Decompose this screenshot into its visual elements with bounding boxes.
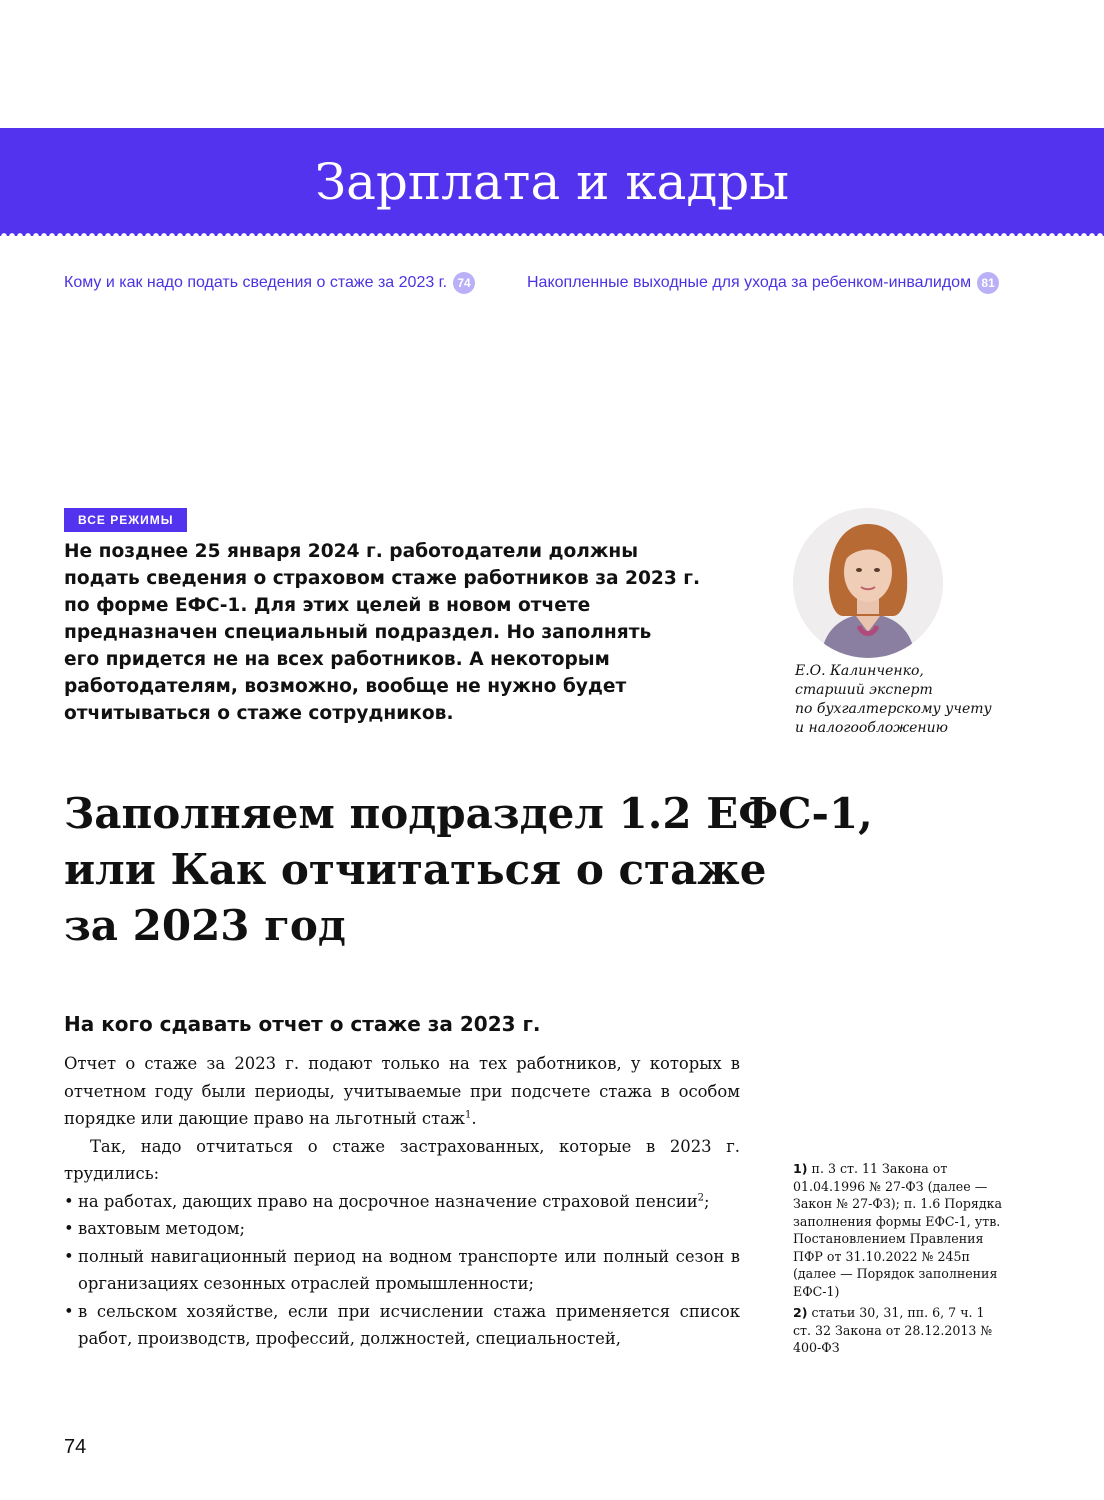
lead-line: предназначен специальный подраздел. Но заполнять (64, 622, 652, 643)
bullet-list (64, 1188, 740, 1353)
paragraph-end: . (471, 1109, 477, 1128)
article-body (64, 1050, 740, 1353)
headline-line: Заполняем подраздел 1.2 ЕФС-1, (64, 789, 873, 838)
page-number: 74 (64, 1436, 87, 1458)
body-paragraph: Так, надо отчитаться о стаже застрахованных, которые в 2023 г. трудились: (64, 1136, 740, 1183)
author-caption (795, 662, 1035, 738)
lead-line: его придется не на всех работников. А некоторым (64, 649, 610, 670)
author-photo (793, 508, 943, 658)
list-item: • полный навигационный период на водном транспорте или полный сезон в организациях сезонных отраслей промышленности; (64, 1243, 740, 1298)
lead-line: отчитываться о стаже сотрудников. (64, 703, 454, 724)
paragraph-text: Отчет о стаже за 2023 г. подают только на тех работников, у которых в отчетном году были периоды, учитываемые при подсчете стажа в особом порядке или дающие право на льготный стаж (64, 1054, 740, 1128)
headline-line: за 2023 год (64, 901, 346, 950)
headline-line: или Как отчитаться о стаже (64, 845, 767, 894)
section-title: Зарплата и кадры (314, 153, 790, 211)
lead-line: работодателям, возможно, вообще не нужно будет (64, 676, 627, 697)
author-name: Е.О. Калинченко, (795, 663, 924, 679)
section-banner (0, 128, 1104, 236)
author-role-line: и налогообложению (795, 720, 948, 736)
author-role-line: старший эксперт (795, 682, 933, 698)
lead-line: по форме ЕФС-1. Для этих целей в новом отчете (64, 595, 591, 616)
footnote-ref[interactable]: 1 (465, 1109, 472, 1121)
footnote-mark: 2) (793, 1305, 808, 1320)
lead-paragraph (64, 538, 754, 727)
list-item (64, 1188, 740, 1216)
toc-page-badge: 81 (977, 272, 999, 294)
body-paragraph (64, 1050, 740, 1133)
footnote-mark: 1) (793, 1161, 808, 1176)
section-subheading: На кого сдавать отчет о стаже за 2023 г. (64, 1012, 541, 1036)
footnote-1 (793, 1160, 1005, 1300)
footnote-2 (793, 1304, 1005, 1357)
footnote-text: п. 3 ст. 11 Закона от 01.04.1996 № 27-ФЗ (далее — Закон № 27-ФЗ); п. 1.6 Порядка заполнения формы ЕФС-1, утв. Постановлением Правления ПФР от 31.10.2022 № 245п (далее — Порядок заполнения ЕФС-1) (793, 1161, 1003, 1299)
footnote-text: статьи 30, 31, пп. 6, 7 ч. 1 ст. 32 Закона от 28.12.2013 № 400-ФЗ (793, 1305, 993, 1355)
footnote-ref[interactable]: 2 (697, 1192, 705, 1204)
lead-line: подать сведения о страховом стаже работников за 2023 г. (64, 568, 701, 589)
list-item-end: ; (704, 1191, 710, 1211)
article-headline (64, 786, 1024, 954)
list-item: • вахтовым методом; (64, 1215, 740, 1243)
list-item: • в сельском хозяйстве, если при исчислении стажа применяется список работ, производств, профессий, должностей, специальностей, (64, 1298, 740, 1353)
list-item-text: на работах, дающих право на досрочное назначение страховой пенсии (78, 1191, 698, 1211)
toc-item-days-off[interactable] (527, 272, 999, 294)
toc-page-badge: 74 (453, 272, 475, 294)
sidebar-footnotes (793, 1160, 1005, 1361)
author-role-line: по бухгалтерскому учету (795, 701, 992, 717)
toc-item-staff-records[interactable] (64, 272, 475, 294)
toc-item-text: Кому и как надо подать сведения о стаже за 2023 г. (64, 274, 448, 292)
lead-line: Не позднее 25 января 2024 г. работодатели должны (64, 541, 639, 562)
tax-regime-badge: ВСЕ РЕЖИМЫ (64, 508, 187, 532)
toc-item-text: Накопленные выходные для ухода за ребенком-инвалидом (527, 274, 972, 292)
